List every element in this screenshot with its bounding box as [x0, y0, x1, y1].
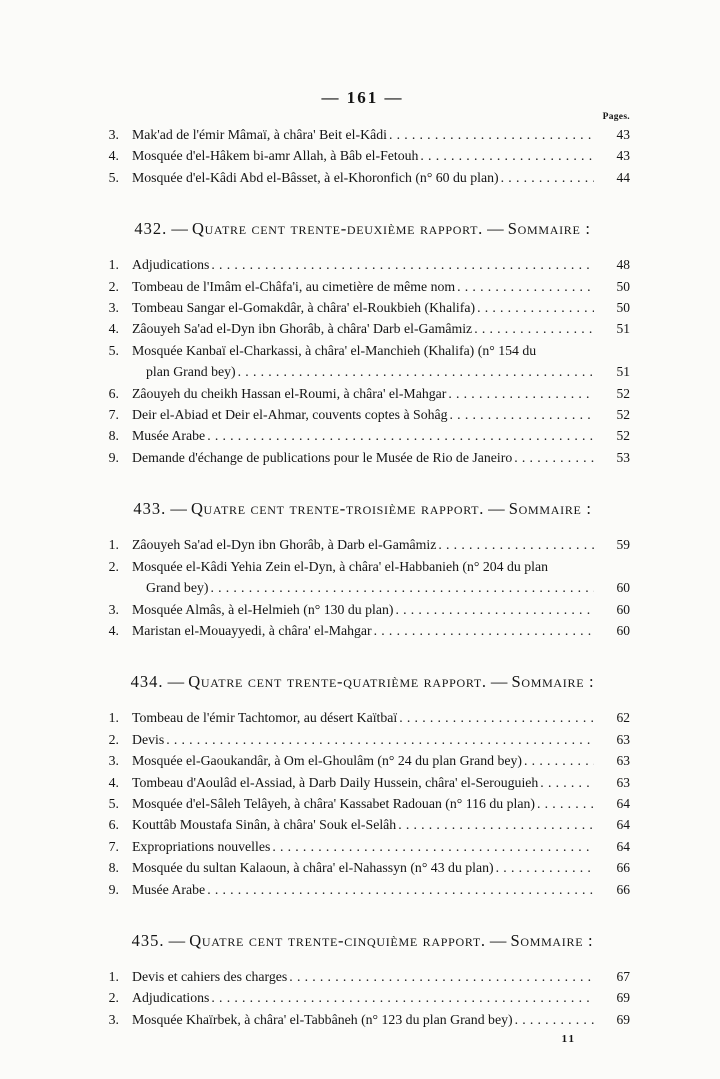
dot-leader: [374, 620, 594, 641]
toc-entry: [95, 987, 630, 1008]
entry-page-number: 48: [616, 257, 630, 273]
dot-leader: [515, 1009, 594, 1030]
dot-leader: [457, 276, 594, 297]
toc-entry: [95, 729, 630, 750]
dot-leader: [524, 750, 594, 771]
toc-entry: [95, 254, 630, 275]
section-number: 433.: [133, 499, 167, 519]
entry-title: Kouttâb Moustafa Sinân, à châra' Souk el-Selâh: [132, 817, 397, 833]
pages-column-label: Pages.: [602, 112, 630, 122]
toc-entry: [95, 447, 630, 468]
entry-number: 7.: [108, 838, 119, 854]
entry-page-number: 50: [616, 300, 630, 316]
toc-entry: [95, 1009, 630, 1030]
entry-page-number: 66: [616, 860, 630, 876]
toc-entry: [95, 599, 630, 620]
toc-entry: [95, 793, 630, 814]
entry-title: Deir el-Abiad et Deir el-Ahmar, couvents coptes à Sohâg: [132, 407, 448, 423]
dot-leader: [420, 145, 594, 166]
dot-leader: [501, 167, 594, 188]
toc-entry: [95, 340, 630, 361]
dot-leader: [207, 879, 594, 900]
entry-number: 2.: [108, 278, 119, 294]
section-heading: [95, 930, 630, 952]
report-section: [95, 930, 630, 1030]
entry-number: 6.: [108, 817, 119, 833]
dot-leader: [207, 425, 594, 446]
section-heading: [95, 671, 630, 693]
entry-page-number: 67: [616, 968, 630, 984]
entry-number: 4.: [108, 622, 119, 638]
entry-title: Mosquée Kanbaï el-Charkassi, à châra' el-Manchieh (Khalifa) (n° 154 du: [132, 342, 537, 358]
entry-number: 5.: [108, 342, 119, 358]
heading-dash: —: [163, 672, 189, 692]
entry-page-number: 66: [616, 881, 630, 897]
entry-title: Tombeau Sangar el-Gomakdâr, à châra' el-Roukbieh (Khalifa): [132, 300, 476, 316]
entry-number: 4.: [108, 148, 119, 164]
report-section: [95, 218, 630, 468]
entry-title: Mosquée Khaïrbek, à châra' el-Tabbâneh (n° 123 du plan Grand bey): [132, 1011, 513, 1027]
heading-dash: —: [486, 672, 512, 692]
toc-entry: [95, 836, 630, 857]
dot-leader: [496, 857, 594, 878]
toc-entry: [95, 145, 630, 166]
toc-entry-continuation: [95, 577, 630, 598]
section-sommaire-label: Sommaire :: [511, 672, 595, 692]
entry-title: Mosquée el-Kâdi Yehia Zein el-Dyn, à châra' el-Habbanieh (n° 204 du plan: [132, 558, 549, 574]
dot-leader: [211, 254, 594, 275]
toc-entry: [95, 167, 630, 188]
entry-number: 7.: [108, 407, 119, 423]
toc-entry: [95, 750, 630, 771]
toc-entry: [95, 707, 630, 728]
entry-number: 1.: [108, 537, 119, 553]
section-number: 434.: [130, 672, 164, 692]
entry-number: 2.: [108, 990, 119, 1006]
dot-leader: [166, 729, 594, 750]
heading-dash: —: [167, 219, 192, 239]
toc-entry: [95, 425, 630, 446]
entry-number: 5.: [108, 795, 119, 811]
dot-leader: [395, 599, 594, 620]
entry-page-number: 64: [616, 795, 630, 811]
entry-number: 4.: [108, 774, 119, 790]
section-number: 435.: [131, 930, 165, 950]
report-section: [95, 498, 630, 641]
entry-title: Mosquée d'el-Hâkem bi-amr Allah, à Bâb el-Fetouh: [132, 148, 419, 164]
entry-title: Zâouyeh Sa'ad el-Dyn ibn Ghorâb, à Darb el-Gamâmiz: [132, 537, 437, 553]
entry-page-number: 64: [616, 838, 630, 854]
section-sommaire-label: Sommaire :: [510, 930, 594, 950]
entry-title: Expropriations nouvelles: [132, 838, 271, 854]
entry-page-number: 59: [616, 537, 630, 553]
entry-page-number: 50: [616, 278, 630, 294]
toc-entry: [95, 276, 630, 297]
dot-leader: [211, 987, 594, 1008]
dot-leader: [537, 793, 594, 814]
dot-leader: [450, 404, 594, 425]
heading-dash: —: [166, 499, 191, 519]
dot-leader: [540, 772, 594, 793]
entry-number: 1.: [108, 710, 119, 726]
toc-entry: [95, 383, 630, 404]
entry-title: Tombeau de l'Imâm el-Châfa'i, au cimetière de même nom: [132, 278, 456, 294]
entry-number: 8.: [108, 860, 119, 876]
toc-entry: [95, 124, 630, 145]
dot-leader: [438, 534, 594, 555]
entry-number: 9.: [108, 881, 119, 897]
entry-title: Musée Arabe: [132, 881, 206, 897]
section-heading: [95, 218, 630, 240]
entry-title: Zâouyeh du cheikh Hassan el-Roumi, à châra' el-Mahgar: [132, 385, 447, 401]
entry-page-number: 44: [616, 169, 630, 185]
section-title: Quatre cent trente-quatrième rapport.: [188, 672, 487, 692]
dot-leader: [389, 124, 594, 145]
toc-entry: [95, 297, 630, 318]
entry-title-continuation: Grand bey): [146, 580, 209, 596]
entry-number: 4.: [108, 321, 119, 337]
dot-leader: [210, 577, 594, 598]
dot-leader: [474, 318, 594, 339]
page-number-header: — 161 —: [321, 88, 404, 107]
entry-page-number: 52: [616, 407, 630, 423]
section-sommaire-label: Sommaire :: [508, 499, 592, 519]
entry-number: 6.: [108, 385, 119, 401]
section-title: Quatre cent trente-troisième rapport.: [190, 499, 485, 519]
entry-page-number: 60: [616, 601, 630, 617]
entry-page-number: 52: [616, 385, 630, 401]
entry-page-number: 53: [616, 449, 630, 465]
toc-entry: [95, 879, 630, 900]
entry-page-number: 52: [616, 428, 630, 444]
entry-title: Tombeau de l'émir Tachtomor, au désert Kaïtbaï: [132, 710, 398, 726]
dot-leader: [477, 297, 594, 318]
entry-title: Maristan el-Mouayyedi, à châra' el-Mahgar: [132, 622, 372, 638]
entry-page-number: 64: [616, 817, 630, 833]
dot-leader: [272, 836, 594, 857]
entry-number: 2.: [108, 558, 119, 574]
toc-entry-continuation: [95, 361, 630, 382]
entry-number: 8.: [108, 428, 119, 444]
dot-leader: [289, 966, 594, 987]
entry-page-number: 43: [616, 127, 630, 142]
entry-title: Mosquée du sultan Kalaoun, à châra' el-Nahassyn (n° 43 du plan): [132, 860, 494, 876]
entry-title: Devis: [132, 731, 165, 747]
toc-entry: [95, 857, 630, 878]
entry-title: Musée Arabe: [132, 428, 206, 444]
entry-page-number: 60: [616, 622, 630, 638]
dot-leader: [398, 814, 594, 835]
entry-number: 1.: [108, 257, 119, 273]
entry-title: Devis et cahiers des charges: [132, 968, 288, 984]
toc-entry: [95, 772, 630, 793]
section-heading: [95, 498, 630, 520]
entry-number: 2.: [108, 731, 119, 747]
entry-page-number: 69: [616, 990, 630, 1006]
entry-number: 5.: [108, 169, 119, 185]
entry-page-number: 63: [616, 731, 630, 747]
entry-title: Mosquée d'el-Sâleh Telâyeh, à châra' Kassabet Radouan (n° 116 du plan): [132, 795, 535, 811]
toc-entry: [95, 534, 630, 555]
entry-title: Mosquée d'el-Kâdi Abd el-Bâsset, à el-Khoronfich (n° 60 du plan): [132, 169, 499, 185]
entry-page-number: 60: [616, 580, 630, 596]
toc-sections: [95, 124, 630, 1030]
section-title: Quatre cent trente-cinquième rapport.: [189, 930, 486, 950]
entry-number: 3.: [108, 127, 119, 142]
entry-title: Adjudications: [132, 990, 210, 1006]
entry-number: 3.: [108, 601, 119, 617]
entry-page-number: 62: [616, 710, 630, 726]
toc-entry: [95, 404, 630, 425]
entry-title: Demande d'échange de publications pour le Musée de Rio de Janeiro: [132, 449, 513, 465]
entry-title: Adjudications: [132, 257, 210, 273]
dot-leader: [238, 361, 594, 382]
signature-mark: 11: [561, 1033, 576, 1046]
entry-number: 3.: [108, 753, 119, 769]
entry-page-number: 51: [616, 364, 630, 380]
entry-title: Tombeau d'Aoulâd el-Assiad, à Darb Daily Hussein, châra' el-Serouguieh: [132, 774, 539, 790]
entry-title: Zâouyeh Sa'ad el-Dyn ibn Ghorâb, à châra' Darb el-Gamâmiz: [132, 321, 473, 337]
report-section: [95, 124, 630, 188]
section-sommaire-label: Sommaire :: [507, 219, 591, 239]
entry-title: Mak'ad de l'émir Mâmaï, à châra' Beit el-Kâdi: [132, 127, 387, 142]
entry-number: 3.: [108, 300, 119, 316]
toc-entry: [95, 966, 630, 987]
heading-dash: —: [164, 930, 190, 950]
dot-leader: [514, 447, 594, 468]
dot-leader: [448, 383, 594, 404]
entry-page-number: 43: [616, 148, 630, 164]
entry-title: Mosquée Almâs, à el-Helmieh (n° 130 du plan): [132, 601, 394, 617]
entry-page-number: 51: [616, 321, 630, 337]
entry-page-number: 69: [616, 1011, 630, 1027]
entry-title-continuation: plan Grand bey): [146, 364, 236, 380]
entry-number: 9.: [108, 449, 119, 465]
entry-page-number: 63: [616, 753, 630, 769]
section-number: 432.: [134, 219, 168, 239]
toc-entry: [95, 620, 630, 641]
report-section: [95, 671, 630, 900]
heading-dash: —: [485, 930, 511, 950]
toc-entry: [95, 556, 630, 577]
entry-title: Mosquée el-Gaoukandâr, à Om el-Ghoulâm (n° 24 du plan Grand bey): [132, 753, 523, 769]
entry-number: 1.: [108, 968, 119, 984]
toc-entry: [95, 814, 630, 835]
entry-page-number: 63: [616, 774, 630, 790]
entry-number: 3.: [108, 1011, 119, 1027]
dot-leader: [399, 707, 594, 728]
heading-dash: —: [484, 499, 509, 519]
section-title: Quatre cent trente-deuxième rapport.: [191, 219, 484, 239]
toc-entry: [95, 318, 630, 339]
heading-dash: —: [483, 219, 508, 239]
